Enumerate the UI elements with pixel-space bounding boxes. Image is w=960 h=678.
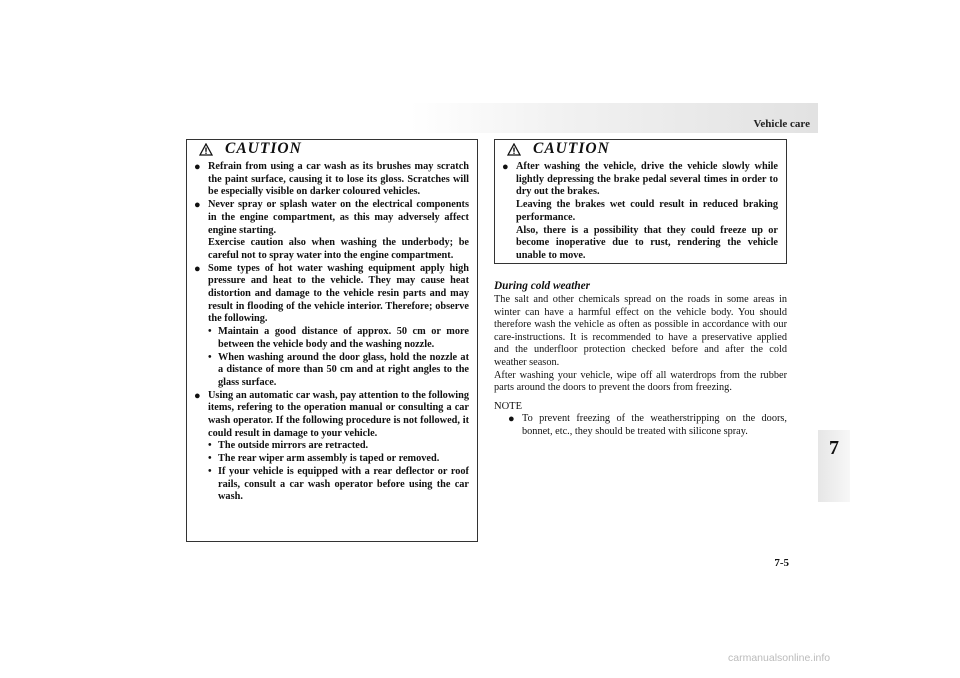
sub-bullet-list xyxy=(208,326,469,390)
body-paragraph: After washing your vehicle, wipe off all waterdrops from the rubber parts around the doors to prevent the doors from freezing. xyxy=(494,369,787,394)
caution-item-extra: Leaving the brakes wet could result in reduced braking performance. xyxy=(516,199,778,223)
watermark: carmanualsonline.info xyxy=(728,652,831,664)
page-number: 7-5 xyxy=(774,557,789,569)
sub-bullet-item: • The rear wiper arm assembly is taped or removed. xyxy=(208,453,469,466)
caution-label: CAUTION xyxy=(533,140,610,157)
sub-bullet-list xyxy=(208,440,469,504)
warning-triangle-icon xyxy=(507,143,521,156)
chapter-number: 7 xyxy=(829,437,839,459)
note-label: NOTE xyxy=(494,400,522,412)
caution-label: CAUTION xyxy=(225,140,302,157)
caution-header xyxy=(507,139,610,159)
note-item: ● To prevent freezing of the weatherstripping on the doors, bonnet, etc., they should be treated with silicone spray. xyxy=(494,413,787,438)
sub-bullet-item: • If your vehicle is equipped with a rear deflector or roof rails, consult a car wash operator before using the car wash. xyxy=(208,466,469,504)
warning-triangle-icon xyxy=(199,143,213,156)
caution-item xyxy=(194,199,469,263)
page-section-title: Vehicle care xyxy=(753,118,810,130)
caution-item-extra: Exercise caution also when washing the underbody; be careful not to spray water into the engine compartment. xyxy=(208,237,469,261)
caution-item xyxy=(194,161,469,199)
sub-bullet-item: • When washing around the door glass, hold the nozzle at a distance of more than 50 cm and at right angles to the glass surface. xyxy=(208,352,469,390)
caution-item-text: ● Never spray or splash water on the electrical components in the engine compartment, as this may adversely affect engine starting. xyxy=(208,199,469,236)
sub-bullet-item: • The outside mirrors are retracted. xyxy=(208,440,469,453)
caution-list xyxy=(194,161,469,504)
caution-item xyxy=(194,263,469,390)
body-paragraph: The salt and other chemicals spread on the roads in some areas in winter can have a harmful effect on the vehicle body. You should therefore wash the vehicle as often as possible in accordance with our care-instructions. It is recommended to have a preservative applied and the underfloor protection checked before and after the cold weather season. xyxy=(494,294,787,368)
caution-item-text: ● After washing the vehicle, drive the vehicle slowly while lightly depressing the brake pedal several times in order to dry out the brakes. xyxy=(516,161,778,198)
caution-box-left xyxy=(186,139,478,542)
cold-weather-section xyxy=(494,280,787,439)
note-list xyxy=(494,413,787,438)
caution-item-text: ● Some types of hot water washing equipment apply high pressure and heat to the vehicle. They may cause heat distortion and damage to the vehicle resin parts and may result in flooding of the vehicle interior. Therefore; observe the following. xyxy=(208,262,469,325)
caution-item-text: ● Using an automatic car wash, pay attention to the following items, refering to the operation manual or consulting a car wash operator. If the following procedure is not followed, it could result in damage to your vehicle. xyxy=(208,389,469,439)
section-heading: During cold weather xyxy=(494,280,591,292)
caution-list xyxy=(502,161,778,263)
caution-item xyxy=(194,390,469,504)
caution-box-right xyxy=(494,139,787,264)
caution-item-text: Refrain from using a car wash as its brushes may scratch the paint surface, causing it to lose its gloss. Scratches will be especially visible on darker coloured vehicles. xyxy=(208,161,469,198)
caution-item-extra: Also, there is a possibility that they could freeze up or become inoperative due to rust, rendering the vehicle unable to move. xyxy=(516,224,778,261)
sub-bullet-item: • Maintain a good distance of approx. 50 cm or more between the vehicle body and the washing nozzle. xyxy=(208,326,469,351)
caution-item xyxy=(502,161,778,263)
caution-header xyxy=(199,139,302,159)
